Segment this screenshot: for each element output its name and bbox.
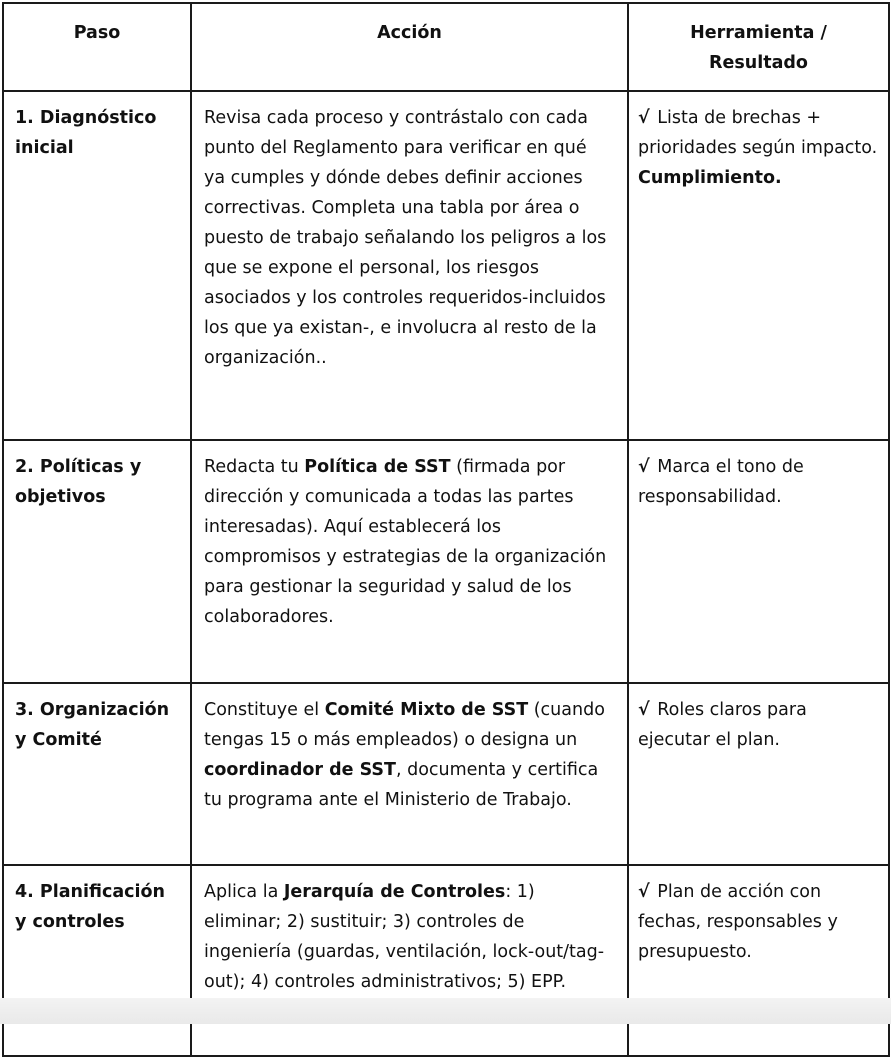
result-cell: √ Lista de brechas + prioridades según impacto. Cumplimiento. [628, 91, 889, 440]
table-header-row [3, 3, 889, 91]
step-cell: 4. Planificación y controles [3, 865, 191, 1056]
result-cell: √ Marca el tono de responsabilidad. [628, 440, 889, 683]
header-action: Acción [191, 3, 628, 91]
header-step: Paso [3, 3, 191, 91]
check-icon: √ [638, 700, 650, 720]
result-cell: √ Roles claros para ejecutar el plan. [628, 683, 889, 865]
check-icon: √ [638, 108, 650, 128]
action-cell: Constituye el Comité Mixto de SST (cuando tengas 15 o más empleados) o designa un coordinador de SST, documenta y certifica tu programa ante el Ministerio de Trabajo. [191, 683, 628, 865]
table-row [3, 683, 889, 865]
check-icon: √ [638, 882, 650, 902]
action-cell: Revisa cada proceso y contrástalo con cada punto del Reglamento para verificar en qué ya cumples y dónde debes definir acciones correctivas. Completa una tabla por área o puesto de trabajo señalando los peligros a los que se expone el personal, los riesgos asociados y los controles requeridos-incluidos los que ya existan-, e involucra al resto de la organización.. [191, 91, 628, 440]
action-cell: Aplica la Jerarquía de Controles: 1) eliminar; 2) sustituir; 3) controles de ingeniería (guardas, ventilación, lock-out/tag-out); 4) controles administrativos; 5) EPP. [191, 865, 628, 1056]
check-icon: √ [638, 457, 650, 477]
sst-steps-table [2, 2, 890, 1057]
result-emphasis: Cumplimiento. [638, 168, 782, 188]
step-cell: 1. Diagnóstico inicial [3, 91, 191, 440]
result-cell: √ Plan de acción con fechas, responsables y presupuesto. [628, 865, 889, 1056]
step-cell: 2. Políticas y objetivos [3, 440, 191, 683]
table-row [3, 865, 889, 1056]
table-row [3, 440, 889, 683]
bottom-scroll-edge [0, 998, 891, 1024]
step-cell: 3. Organización y Comité [3, 683, 191, 865]
action-cell: Redacta tu Política de SST (firmada por dirección y comunicada a todas las partes interesadas). Aquí establecerá los compromisos y estrategias de la organización para gestionar la seguridad y salud de los colaboradores. [191, 440, 628, 683]
header-result: Herramienta / Resultado [628, 3, 889, 91]
table-row [3, 91, 889, 440]
